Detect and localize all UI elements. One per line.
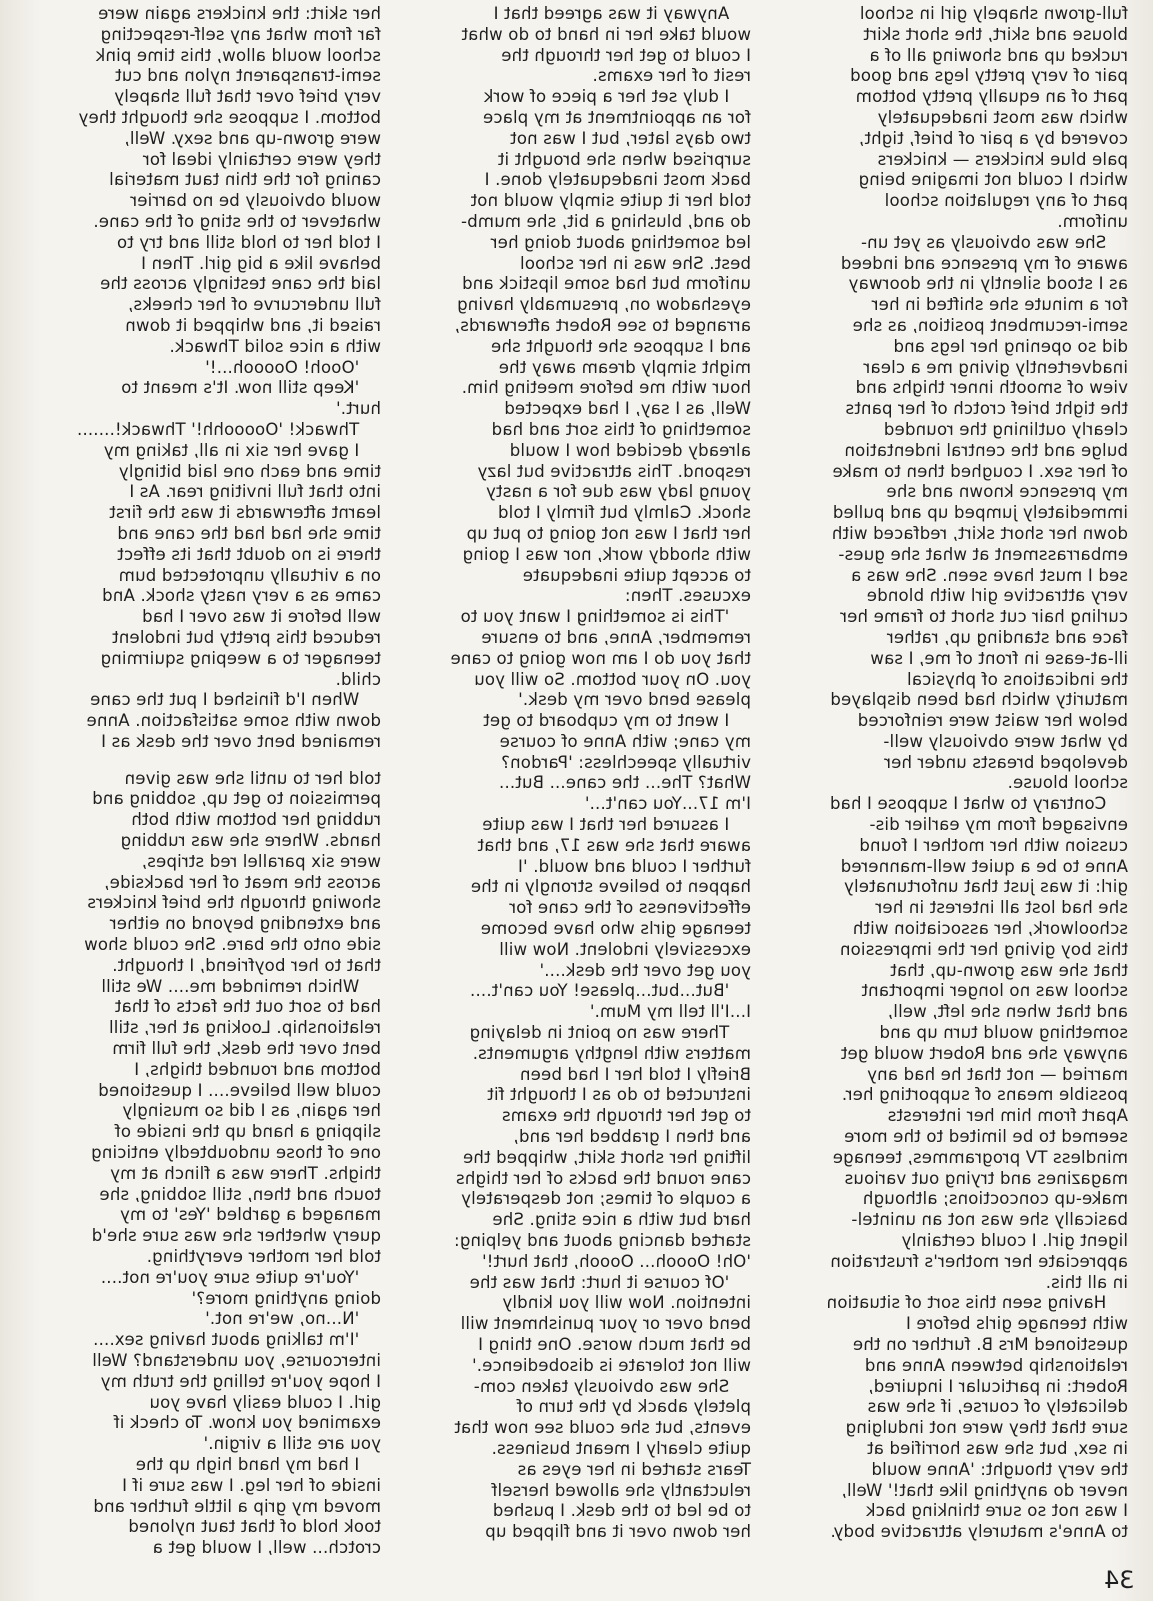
text-line: 'Keep still now. It's meant to: [121, 378, 381, 398]
text-line: blouse and skirt, the short skirt: [863, 24, 1128, 44]
text-line: I'm 17...You can't...': [584, 794, 751, 814]
text-line: that she was grown-up, that: [890, 960, 1128, 980]
text-line: school blouse.: [1007, 773, 1128, 793]
text-line: uniform but had some lipstick and: [461, 274, 751, 294]
text-line: time she had had the cane and: [117, 523, 381, 543]
text-line: hurt.': [335, 399, 381, 419]
text-line: What? The... the cane... But...: [498, 773, 751, 793]
text-line: mindless TV programmes, teenage: [832, 1147, 1128, 1167]
text-line: When I'd finished I put the cane: [90, 690, 381, 710]
text-line: in all this.: [1045, 1272, 1128, 1292]
text-line: 'Of course it hurt: that was the: [469, 1272, 751, 1292]
text-line: There was no point in delaying: [469, 1023, 751, 1043]
text-line: 'N...no, we're not.': [204, 1309, 381, 1329]
text-line: you are still a virgin.': [203, 1434, 381, 1454]
text-line: rucked up and showing all of a: [869, 45, 1128, 65]
text-line: told her to until she was given: [124, 768, 381, 788]
text-line: pale blue knickers — knickers: [877, 149, 1128, 169]
text-line: side onto the bare. She could show: [83, 935, 381, 955]
text-line: face and standing up, rather: [886, 627, 1128, 647]
text-line: clearly outlining the rounded: [883, 419, 1128, 439]
text-line: her again, as I did so musingly: [122, 1101, 381, 1121]
text-line: came as a very nasty shock. And: [102, 586, 381, 606]
text-line: part of an equally pretty bottom: [855, 87, 1128, 107]
text-line: raised it, and whipped it down: [125, 315, 381, 335]
text-line: something of this sort and had: [491, 419, 751, 439]
text-line: could well believe.... I questioned: [98, 1080, 381, 1100]
text-line: permission to get up, sobbing and: [92, 789, 381, 809]
text-line: she had lost all interest in her: [875, 898, 1128, 918]
text-line: will not tolerate is disobedience.': [471, 1355, 751, 1375]
text-line: managed a garbled 'Yes' to my: [119, 1205, 381, 1225]
text-line: I could to get her through the: [501, 45, 751, 65]
text-line: arranged to see Robert afterwards,: [454, 315, 751, 335]
text-line: were grown-up and sexy. Well,: [124, 128, 381, 148]
text-line: pair of very pretty legs and good: [849, 66, 1128, 86]
text-line: that to her boyfriend, I thought.: [112, 955, 381, 975]
text-line: reluctantly she allowed herself: [491, 1480, 751, 1500]
text-line: She was obviously taken com-: [473, 1376, 751, 1396]
text-line: 'Oh! Ooooh... Ooooh, that hurt!': [481, 1251, 751, 1271]
text-line: I went to my cupboard to get: [483, 711, 751, 731]
text-line: aware that she was 17, and that: [477, 835, 751, 855]
text-line: would take her in hand to do what: [461, 24, 751, 44]
text-line: I told her to hold still and try to: [116, 232, 381, 252]
text-line: bottom and rounded thighs, I: [134, 1059, 381, 1079]
text-line: Apart from him her interests: [887, 1106, 1128, 1126]
text-line: 'Oooh! Oooooh...!': [205, 357, 381, 377]
text-line: schoolwork, her association with: [852, 919, 1128, 939]
text-line: to get her through the exams: [501, 1106, 751, 1126]
text-line: quite clearly I meant business.: [491, 1438, 751, 1458]
text-line: and I suppose she thought she: [490, 336, 751, 356]
text-line: immediately jumped up and pulled: [832, 503, 1128, 523]
text-line: never do anything like that!' Well,: [841, 1480, 1128, 1500]
text-line: had to sort out the facts of that: [114, 997, 381, 1017]
text-line: doing anything more?': [191, 1288, 381, 1308]
text-line: already decided how I would: [509, 440, 751, 460]
text-line: very attractive girl with blonde: [866, 586, 1128, 606]
text-line: married — not that he had any: [867, 1064, 1128, 1084]
text-line: further I could and would. 'I: [517, 856, 751, 876]
text-line: the very thought: 'Anne would: [871, 1459, 1128, 1479]
text-line: something would turn up and: [879, 1023, 1128, 1043]
text-line: intention. Now will you kindly: [502, 1293, 751, 1313]
text-line: told her it quite simply would not: [470, 191, 751, 211]
text-line: basically she was not an unintel-: [851, 1210, 1128, 1230]
text-line: delicately of course, if she was: [867, 1397, 1128, 1417]
text-line: developed breasts under her: [884, 752, 1128, 772]
column-gap: [31, 753, 381, 769]
text-line: remember, Anne, and to ensure: [481, 627, 751, 647]
text-line: Tears started in her eyes as: [517, 1459, 751, 1479]
text-line: matters with lengthy arguments.: [472, 1043, 751, 1063]
text-line: whatever to the sting of the cane.: [93, 211, 381, 231]
text-line: part of any regulation school: [884, 191, 1128, 211]
text-line: magazines and trying out various: [844, 1168, 1128, 1188]
text-line: Anne to be a quiet well-mannered: [840, 856, 1128, 876]
text-line: caning for the thin taut material: [109, 170, 381, 190]
text-line: into that full inviting rear. As I: [129, 482, 381, 502]
text-column-2: [431, 4, 751, 1543]
text-line: which was most inadequately: [877, 107, 1128, 127]
text-line: by what were obviously well-: [883, 731, 1128, 751]
text-line: behave like a big girl. Then I: [140, 253, 381, 273]
text-line: hour with me before meeting him.: [461, 378, 751, 398]
text-line: bulge and the central indentation: [844, 440, 1128, 460]
text-line: slipping a hand up the inside of: [114, 1122, 381, 1142]
text-line: ligent girl. I could certainly: [901, 1231, 1128, 1251]
text-line: showing through the brief knickers: [87, 893, 381, 913]
text-line: respond. This attractive but lazy: [477, 461, 751, 481]
text-line: Having seen this sort of situation: [826, 1293, 1128, 1313]
text-line: teenager to a weeping squirming: [100, 648, 381, 668]
text-line: which I could not imagine being: [858, 170, 1128, 190]
text-line: her down over it and flipped up: [485, 1522, 751, 1542]
text-line: school would allow, this time pink: [95, 45, 381, 65]
text-line: excuses. Then:: [624, 586, 751, 606]
text-line: down her short skirt, redfaced with: [831, 523, 1128, 543]
text-line: you. On your bottom. So will you: [474, 669, 751, 689]
text-line: be that much worse. One thing I: [477, 1335, 751, 1354]
text-line: touch and then, still sobbing, she: [99, 1184, 381, 1204]
text-line: rubbing her bottom with both: [131, 810, 381, 830]
text-line: examined you know. To check if: [113, 1413, 381, 1433]
text-line: Robert: in particular I inquired,: [868, 1376, 1128, 1396]
text-line: Thwack! 'Ooooohh!' Thwack!.......: [76, 419, 381, 439]
text-line: with teenage girls before I: [905, 1314, 1128, 1334]
text-line: maturity which had been displayed: [830, 690, 1128, 710]
text-line: view of smooth inner thighs and: [855, 378, 1128, 398]
text-line: her skirt: the knickers again were: [97, 4, 381, 23]
text-line: bent over the desk, the full firm: [112, 1039, 381, 1059]
text-line: started dancing about and yelping:: [453, 1231, 751, 1251]
text-line: well before it was over I had: [141, 607, 381, 627]
text-line: the tight brief crotch of her pants: [845, 399, 1128, 419]
text-line: relationship. Looking at her, still: [108, 1018, 381, 1038]
text-line: Contrary to what I suppose I had: [829, 794, 1128, 814]
text-line: Which reminded me.... We still: [101, 976, 381, 996]
text-line: uniform.: [1057, 211, 1128, 231]
text-line: query whether she was sure she'd: [91, 1226, 381, 1246]
text-line: sed I must have seen. She was a: [850, 565, 1128, 585]
text-line: laid the cane testingly across the: [99, 274, 381, 294]
text-line: far from what any self-respecting: [100, 24, 381, 44]
text-line: moved my grip a little further and: [93, 1496, 381, 1516]
text-line: I duly set her a piece of work: [483, 87, 751, 107]
text-line: covered by a pair of brief, tight,: [858, 128, 1128, 148]
text-line: lifting her short skirt, whipped the: [462, 1147, 751, 1167]
text-line: one of those undoubtedly enticing: [90, 1143, 381, 1163]
text-line: ill-at-ease in front of me, I saw: [870, 648, 1128, 668]
text-line: to accept quite inadequate: [522, 565, 751, 585]
text-line: there is no doubt that its effect: [117, 544, 381, 564]
text-line: this boy giving her the impression: [839, 939, 1128, 959]
text-line: and that when she left, well,: [887, 1002, 1128, 1022]
text-line: time and each one laid bitingly: [118, 461, 381, 481]
text-line: effectiveness of the cane for: [509, 898, 751, 918]
text-line: very brief over that full shapely: [114, 87, 381, 107]
text-line: anyway she and Robert would get: [840, 1043, 1128, 1063]
text-line: bend over or your punishment will: [460, 1314, 751, 1334]
text-line: 'I'm talking about having sex....: [92, 1330, 381, 1350]
text-line: and then I grabbed her and,: [513, 1127, 751, 1147]
text-line: child.: [335, 669, 381, 689]
text-line: for a minute she shifted in her: [871, 295, 1128, 315]
text-line: and extending beyond on either: [109, 914, 381, 934]
text-line: back most inadequately done. I: [484, 170, 751, 190]
text-line: that you do I am now going to cane: [450, 648, 751, 668]
text-line: cussion with her mother I found: [859, 835, 1128, 855]
text-line: hands. Where she was rubbing: [120, 831, 381, 851]
text-line: the indications of physical: [906, 669, 1128, 689]
text-line: instructed to do as I thought fit: [487, 1085, 751, 1105]
text-line: young lady was due for a nasty: [485, 482, 751, 502]
text-line: aware of my presence and indeed: [840, 253, 1128, 273]
text-line: Anyway it was agreed that I: [493, 4, 751, 23]
text-line: hard but with a nice sting. She: [492, 1210, 751, 1230]
text-line: I gave her six in all, taking my: [103, 440, 381, 460]
text-line: intercourse, you understand? Well: [92, 1351, 381, 1370]
text-line: please bend over my desk.': [518, 690, 751, 710]
text-line: 'But...but...please! You can't....: [469, 981, 751, 1001]
text-line: Briefly I told her I had been: [519, 1064, 751, 1084]
text-line: semi-transparent nylon and cut: [115, 66, 381, 86]
text-line: you get over the desk....': [539, 960, 751, 980]
text-line: cane round the backs of her thighs: [455, 1168, 751, 1188]
text-line: in sex, but she was horrified at: [866, 1438, 1128, 1458]
text-line: crotch... well, I would get a: [152, 1538, 381, 1558]
text-line: on a virtually unprotected bum: [118, 565, 381, 585]
text-line: might simply dream away the: [498, 357, 751, 377]
text-line: sure that they were not indulging: [845, 1418, 1128, 1438]
text-line: learnt afterwards it was the first: [109, 503, 381, 523]
text-line: girl: it was just that unfortunately: [843, 877, 1128, 897]
text-line: 'You're quite sure you're not....: [100, 1267, 381, 1287]
text-line: her that I was not going to put up: [466, 523, 751, 543]
text-line: as I stood silently in the doorway: [848, 274, 1128, 294]
text-line: my presence known and she: [886, 482, 1128, 502]
text-line: they were certainly ideal for: [142, 149, 381, 169]
text-line: eyeshadow on, presumably having: [456, 295, 751, 315]
text-column-3: [31, 4, 381, 1559]
text-line: best. She was in her school: [519, 253, 751, 273]
text-line: full-grown shapely girl in school: [859, 4, 1128, 23]
text-line: embarrassment at what she gues-: [838, 544, 1128, 564]
text-line: a couple of times; not desperately: [461, 1189, 751, 1209]
text-line: seemed to be limited to the more: [844, 1127, 1128, 1147]
text-line: I hope you're telling the truth my: [100, 1371, 381, 1391]
text-line: my cane; with Anne of course: [499, 731, 751, 751]
text-line: I had my hand high up the: [135, 1454, 381, 1474]
text-line: inadvertently giving me a clear: [863, 357, 1128, 377]
text-line: pletely aback by the turn of: [516, 1397, 751, 1417]
text-line: I...I'll tell my Mum.': [589, 1002, 751, 1022]
text-line: of her sex. I coughed then to make: [832, 461, 1128, 481]
text-line: I was not so sure thinking back: [865, 1501, 1128, 1521]
text-line: with a nice solid Thwack.: [169, 336, 381, 356]
text-line: curling hair cut short to frame her: [840, 607, 1128, 627]
text-line: full undercurve of her cheeks,: [127, 295, 381, 315]
text-line: questioned Mrs B. further on the: [852, 1335, 1128, 1354]
text-line: remained bent over the desk as I: [100, 731, 381, 751]
text-line: were six parallel red stripes,: [141, 851, 381, 871]
text-line: told her mother everything.: [146, 1247, 381, 1267]
text-line: She was obviously as yet un-: [860, 232, 1128, 252]
text-column-1: [798, 4, 1128, 1543]
text-line: bottom. I suppose she thought they: [78, 107, 381, 127]
text-line: inside of her leg. I was sure if I: [121, 1475, 381, 1495]
text-line: for an appointment at my place: [482, 107, 751, 127]
text-line: resit of her exams.: [592, 66, 751, 86]
text-line: Well, as I say, I had expected: [504, 399, 751, 419]
text-line: down with some satisfaction. Anne: [86, 711, 381, 731]
text-line: possible means of supporting her.: [841, 1085, 1128, 1105]
text-line: with shoddy work, nor was I going: [462, 544, 751, 564]
text-line: to Anne's maturely attractive body.: [830, 1522, 1128, 1542]
text-line: school was no longer important: [861, 981, 1128, 1001]
text-line: two days later, but I was not: [510, 128, 751, 148]
text-line: appreciate her mother's frustration: [830, 1251, 1128, 1271]
text-line: semi-recumbent position, as she: [852, 315, 1128, 335]
text-line: reduced this pretty but indolent: [111, 627, 381, 647]
text-line: teenage girls who have become: [480, 919, 751, 939]
text-line: make-up concoctions; although: [862, 1189, 1128, 1209]
text-line: relationship between Anne and: [864, 1355, 1128, 1375]
text-line: took hold of that taut nyloned: [128, 1517, 381, 1537]
text-line: happen to believe strongly in the: [470, 877, 751, 897]
text-line: excessively indolent. Now will: [499, 939, 751, 959]
text-line: 'This is something I want you to: [460, 607, 751, 627]
text-line: envisaged from my earlier dis-: [869, 815, 1128, 835]
text-line: virtually speechless: 'Pardon?: [500, 752, 751, 772]
text-line: would obviously be no barrier: [130, 191, 381, 211]
text-line: thighs. There was a flinch at my: [109, 1163, 381, 1183]
text-line: I assured her that I was quite: [482, 815, 751, 835]
text-line: below her waist were reinforced: [857, 711, 1128, 731]
page-number: 34: [1104, 1566, 1135, 1594]
text-line: events, but she could see now that: [454, 1418, 751, 1438]
text-line: did so opening her legs and: [893, 336, 1128, 356]
text-line: surprised when she brought it: [497, 149, 751, 169]
text-line: across the meat of her backside,: [104, 872, 381, 892]
text-line: shock. Calmly but firmly I told: [497, 503, 751, 523]
text-line: do and, blushing a bit, she mumb-: [460, 211, 751, 231]
text-line: led something about doing her: [490, 232, 751, 252]
text-line: to be led to the desk. I pushed: [492, 1501, 751, 1521]
text-line: girl. I could easily have you: [149, 1392, 381, 1412]
